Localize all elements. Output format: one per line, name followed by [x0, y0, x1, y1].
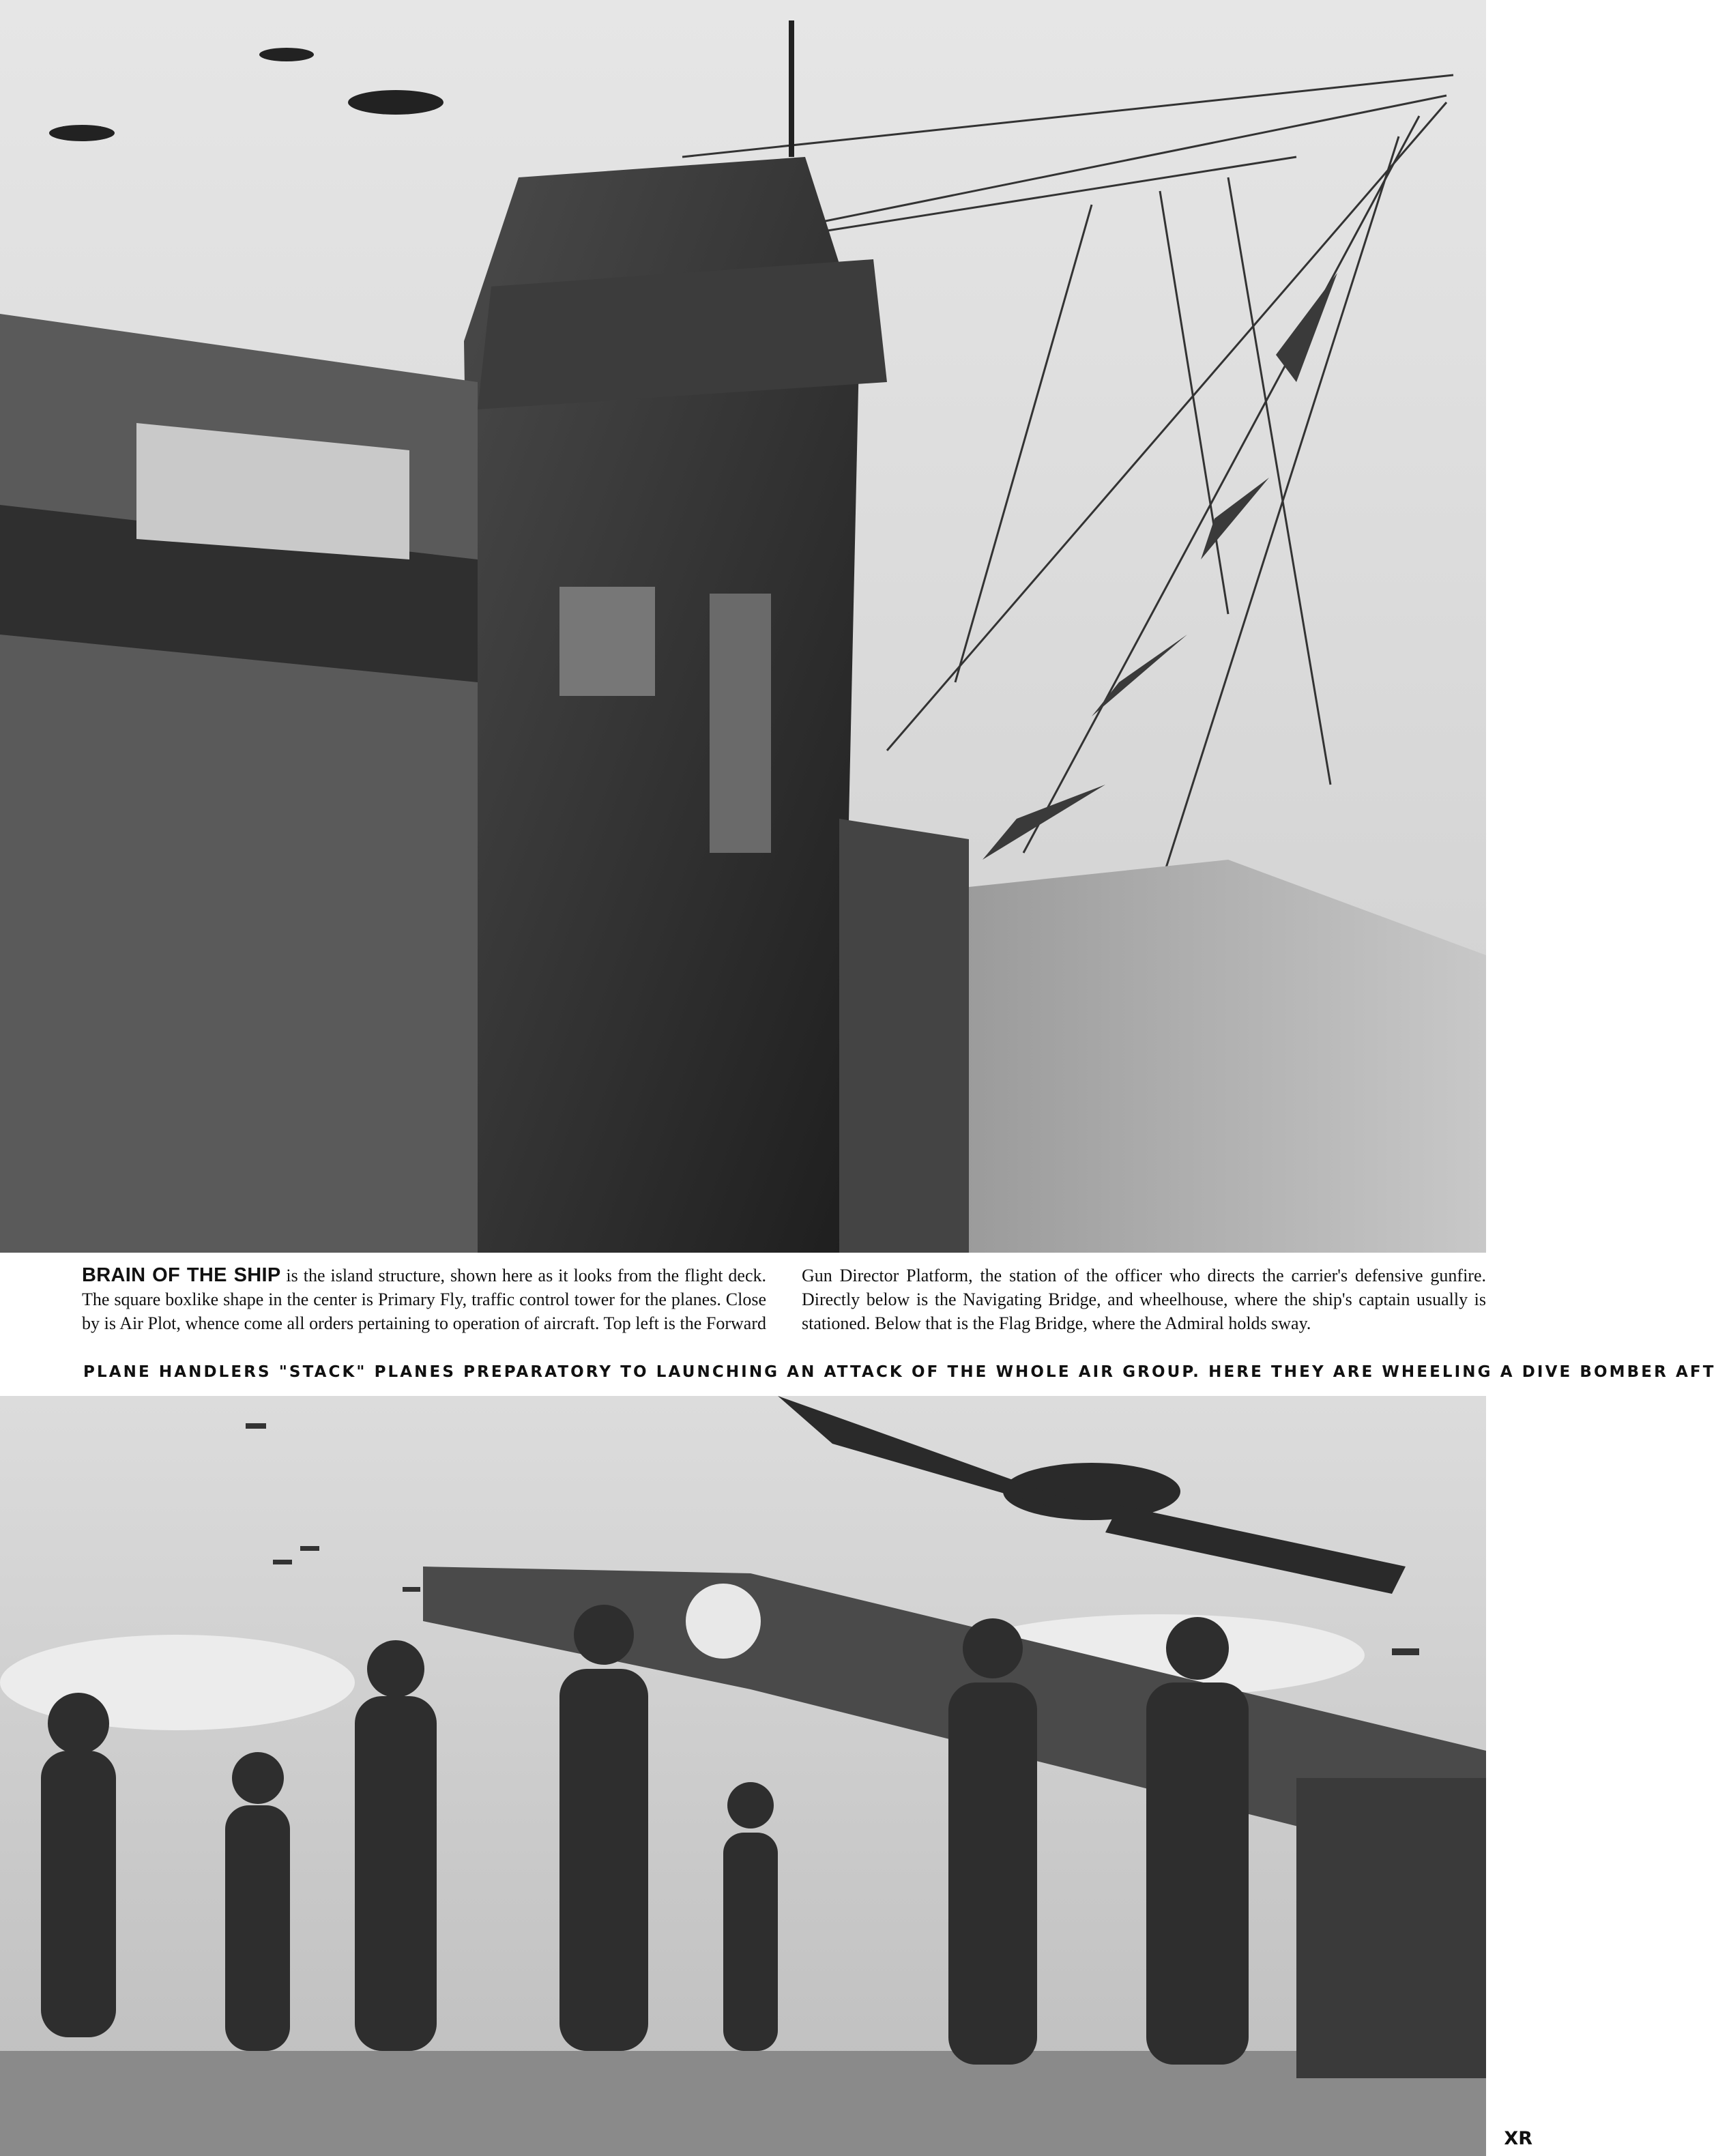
page-mark: XR: [1504, 2128, 1532, 2149]
ladder-bay: [710, 594, 771, 853]
flight-deck: [0, 2051, 1486, 2156]
lower-deck: [839, 819, 969, 1253]
caption-lead: BRAIN OF THE SHIP: [82, 1264, 281, 1286]
wing-star-insignia: [686, 1584, 761, 1659]
island-caption: [82, 1264, 1486, 1336]
plane-handlers-drawing: [0, 1396, 1486, 2156]
bridge-window: [559, 587, 655, 696]
landing-gear: [1296, 1778, 1486, 2078]
plane-handlers-illustration: [0, 1396, 1486, 2156]
plane-handlers-headline: PLANE HANDLERS "STACK" PLANES PREPARATORY TO LAUNCHING AN ATTACK OF THE WHOLE AIR GROUP. HERE THEY ARE WHEELING A DIVE BOMBER AFT: [83, 1363, 1716, 1381]
caption-body: is the island structure, shown here as it looks from the flight deck. The square boxlike shape in the center is Primary Fly, traffic control tower for the planes. Close by is Air Plot, whence come all orders pertaining to operation of aircraft. Top left is the Forward Gun Director Platform, the station of the officer who directs the carrier's defensive gunfire. Directly below is the Navigating Bridge, and wheelhouse, where the ship's captain usually is stationed. Below that is the Flag Bridge, where the Admiral holds sway.: [82, 1266, 1486, 1333]
